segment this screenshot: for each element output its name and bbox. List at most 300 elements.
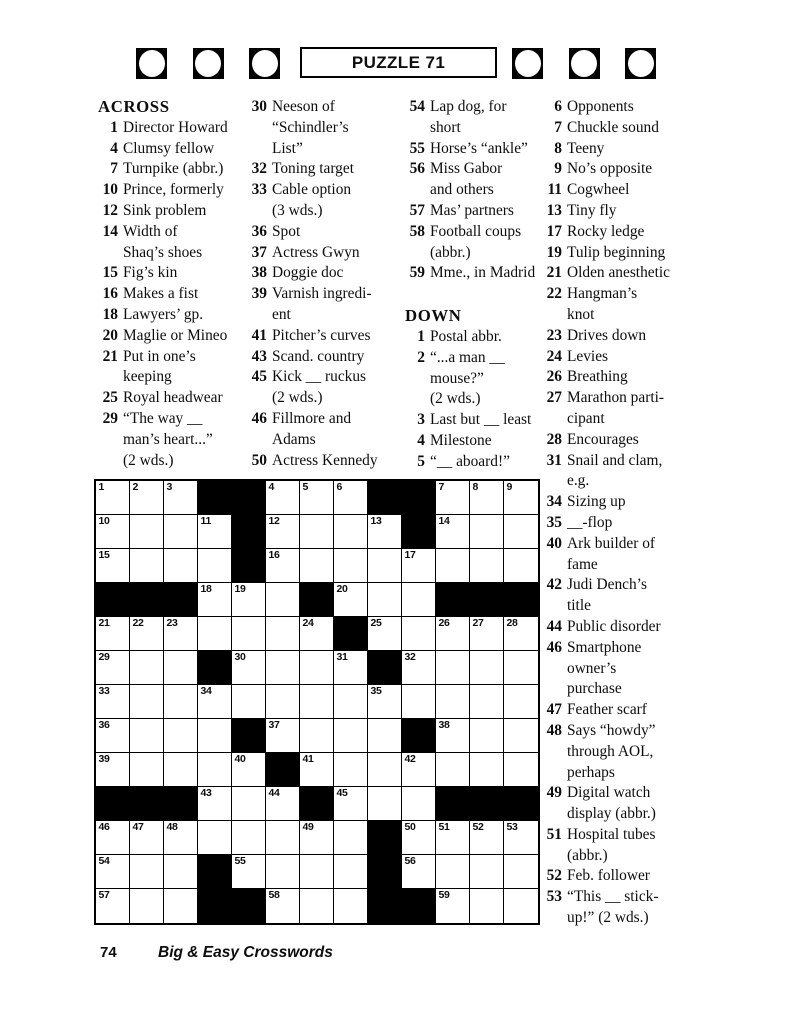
clue [540, 367, 715, 388]
clue-number: 31 [546, 451, 562, 469]
circle-icon [571, 50, 597, 77]
clue [403, 139, 553, 160]
grid-cell [266, 821, 300, 855]
clue-text: Maglie or Mineo [123, 326, 228, 344]
grid-cell-black [504, 583, 538, 617]
grid-cell [130, 685, 164, 719]
grid-cell [198, 821, 232, 855]
grid-cell [266, 481, 300, 515]
grid-cell [198, 753, 232, 787]
clue [96, 284, 246, 305]
grid-cell [402, 821, 436, 855]
clue-text: Actress Gwyn [272, 243, 360, 261]
grid-cell [334, 719, 368, 753]
book-title: Big & Easy Crosswords [158, 944, 333, 961]
clue-number: 30 [251, 98, 267, 115]
clue-text: Sink problem [123, 201, 207, 219]
grid-cell [504, 753, 538, 787]
clue [540, 243, 715, 264]
grid-cell-black [470, 787, 504, 821]
clue [540, 139, 715, 160]
clue-number: 13 [546, 201, 562, 219]
grid-cell-black [164, 583, 198, 617]
grid-cell [368, 583, 402, 617]
cell-number: 41 [302, 753, 314, 765]
clue [540, 721, 715, 783]
cell-number: 40 [234, 753, 246, 765]
clue [540, 575, 715, 617]
grid-cell [96, 753, 130, 787]
clue-number: 52 [546, 867, 562, 885]
cell-number: 46 [98, 821, 110, 833]
clue-text: Scand. country [272, 347, 365, 365]
grid-cell [130, 855, 164, 889]
cell-number: 27 [472, 617, 484, 629]
grid-cell [96, 651, 130, 685]
grid-cell-black [436, 787, 470, 821]
cell-number: 29 [98, 651, 110, 663]
grid-cell [470, 481, 504, 515]
cell-number: 44 [268, 787, 280, 799]
clue-number: 46 [546, 638, 562, 656]
grid-cell [334, 753, 368, 787]
clue [96, 305, 246, 326]
grid-cell-black [368, 821, 402, 855]
clue-text: Hangman’s knot [567, 285, 638, 323]
clue-text: Cogwheel [567, 181, 630, 199]
clues-column-2 [245, 97, 393, 471]
grid-cell [130, 753, 164, 787]
clue-number: 57 [409, 201, 425, 219]
clue-number: 38 [251, 264, 267, 282]
clue-number: 47 [546, 701, 562, 719]
cell-number: 37 [268, 719, 280, 731]
grid-cell [232, 787, 266, 821]
clue [245, 180, 393, 222]
circle-in-square-icon [569, 48, 600, 79]
grid-cell [266, 855, 300, 889]
grid-cell [470, 549, 504, 583]
grid-cell [334, 787, 368, 821]
grid-cell-black [368, 889, 402, 923]
clue [540, 180, 715, 201]
clue [540, 347, 715, 368]
grid-cell-black [402, 719, 436, 753]
clue [403, 97, 553, 139]
circle-in-square-icon [249, 48, 280, 79]
clue-number: 59 [409, 264, 425, 282]
clue-number: 4 [417, 431, 425, 449]
grid-cell-black [300, 583, 334, 617]
grid-cell [436, 515, 470, 549]
clue [540, 700, 715, 721]
circle-in-square-icon [625, 48, 656, 79]
grid-cell-black [198, 855, 232, 889]
grid-cell [436, 617, 470, 651]
circle-icon [252, 50, 278, 77]
cell-number: 5 [302, 481, 309, 493]
clues-column-4 [540, 97, 715, 929]
cell-number: 30 [234, 651, 246, 663]
grid-cell [198, 787, 232, 821]
grid-cell [436, 889, 470, 923]
clue [96, 409, 246, 471]
clue-text: Width of Shaq’s shoes [123, 222, 203, 261]
clue [245, 284, 393, 326]
grid-cell-black [266, 753, 300, 787]
clue-text: Feb. follower [567, 867, 650, 885]
clue-number: 33 [251, 181, 267, 199]
grid-cell-black [130, 583, 164, 617]
clue-text: Hospital tubes (abbr.) [567, 825, 656, 864]
cell-number: 42 [404, 753, 416, 765]
clue [403, 410, 553, 431]
clue [403, 222, 553, 264]
clue-number: 41 [251, 326, 267, 344]
grid-cell [130, 651, 164, 685]
cell-number: 14 [438, 515, 450, 527]
grid-cell [266, 515, 300, 549]
clue-text: Last but __ least [430, 411, 532, 429]
grid-cell [334, 481, 368, 515]
clue [403, 431, 553, 452]
grid-cell [198, 549, 232, 583]
cell-number: 57 [98, 889, 110, 901]
clue [540, 326, 715, 347]
cell-number: 17 [404, 549, 416, 561]
clue-number: 46 [251, 409, 267, 427]
cell-number: 36 [98, 719, 110, 731]
cell-number: 22 [132, 617, 144, 629]
clue [540, 866, 715, 887]
grid-cell [266, 617, 300, 651]
clue [540, 430, 715, 451]
clues-column-1 [96, 97, 246, 471]
clue-text: Horse’s “ankle” [430, 139, 528, 157]
grid-cell-black [164, 787, 198, 821]
clue-text: Put in one’s keeping [123, 347, 196, 386]
grid-cell-black [232, 515, 266, 549]
grid-cell [130, 617, 164, 651]
grid-cell-black [368, 481, 402, 515]
clue [96, 118, 246, 139]
clue-number: 6 [554, 98, 562, 115]
grid-cell [402, 617, 436, 651]
clue-text: Neeson of “Schindler’s List” [272, 98, 349, 157]
grid-cell [232, 821, 266, 855]
grid-cell [402, 685, 436, 719]
grid-cell-black [232, 481, 266, 515]
grid-cell [96, 685, 130, 719]
clue-number: 22 [546, 285, 562, 303]
grid-cell [470, 651, 504, 685]
clue-text: Feather scarf [567, 701, 647, 719]
clue [540, 513, 715, 534]
grid-cell [334, 515, 368, 549]
cell-number: 28 [506, 617, 518, 629]
clue-text: Makes a fist [123, 285, 199, 303]
cell-number: 56 [404, 855, 416, 867]
cell-number: 48 [166, 821, 178, 833]
clue-number: 10 [102, 181, 118, 199]
grid-cell [164, 515, 198, 549]
clue [245, 367, 393, 409]
clue-text: Smartphone owner’s purchase [567, 638, 642, 698]
section-gap [403, 284, 553, 306]
cell-number: 16 [268, 549, 280, 561]
puzzle-title-box [300, 47, 497, 78]
cell-number: 26 [438, 617, 450, 629]
grid-cell [402, 855, 436, 889]
clue [540, 617, 715, 638]
grid-cell [232, 855, 266, 889]
grid-cell [334, 855, 368, 889]
grid-cell [402, 549, 436, 583]
clue-number: 3 [417, 411, 425, 429]
clue [540, 638, 715, 700]
grid-cell [368, 515, 402, 549]
clue-number: 7 [554, 118, 562, 136]
clue-text: Fig’s kin [123, 264, 178, 282]
grid-cell [368, 685, 402, 719]
clue-text: Postal abbr. [430, 327, 502, 345]
clue-number: 24 [546, 347, 562, 365]
circle-icon [515, 50, 541, 77]
grid-cell [164, 821, 198, 855]
puzzle-title: PUZZLE 71 [351, 52, 446, 72]
cell-number: 4 [268, 481, 275, 493]
clue-number: 55 [409, 139, 425, 157]
clue-text: Breathing [567, 368, 628, 386]
clue-text: Director Howard [123, 118, 228, 136]
cell-number: 53 [506, 821, 518, 833]
clue-number: 28 [546, 430, 562, 448]
clue-number: 12 [102, 201, 118, 219]
clue-text: Judi Dench’s title [567, 576, 647, 615]
cell-number: 38 [438, 719, 450, 731]
grid-cell [300, 549, 334, 583]
clue-text: Royal headwear [123, 389, 223, 407]
clue-number: 35 [546, 513, 562, 531]
grid-cell [300, 481, 334, 515]
grid-cell [164, 549, 198, 583]
grid-cell [436, 685, 470, 719]
grid-cell [198, 719, 232, 753]
clue-number: 49 [546, 784, 562, 802]
grid-cell [470, 617, 504, 651]
clue-text: Tulip beginning [567, 243, 666, 261]
section-header-down: DOWN [405, 306, 462, 326]
grid-cell [436, 753, 470, 787]
clue-number: 53 [546, 888, 562, 906]
clue-number: 21 [546, 264, 562, 282]
clue-text: Levies [567, 347, 609, 365]
grid-cell [164, 889, 198, 923]
grid-cell-black [232, 549, 266, 583]
cell-number: 2 [132, 481, 139, 493]
clue [540, 263, 715, 284]
clue-text: Marathon parti- cipant [567, 389, 665, 427]
grid-cell-black [368, 855, 402, 889]
clue-number: 1 [417, 327, 425, 345]
grid-cell [266, 889, 300, 923]
grid-cell [368, 617, 402, 651]
clue [96, 263, 246, 284]
clue-number: 43 [251, 347, 267, 365]
clue [96, 180, 246, 201]
grid-cell [470, 515, 504, 549]
clue-number: 18 [102, 305, 118, 323]
clue [540, 534, 715, 576]
clue [403, 452, 553, 473]
grid-cell [334, 651, 368, 685]
clue-text: Opponents [567, 98, 634, 115]
clue-number: 34 [546, 493, 562, 511]
cell-number: 34 [200, 685, 212, 697]
grid-cell [402, 787, 436, 821]
cell-number: 45 [336, 787, 348, 799]
clue [245, 97, 393, 159]
grid-cell [266, 549, 300, 583]
grid-cell [232, 753, 266, 787]
cell-number: 51 [438, 821, 450, 833]
clue-number: 50 [251, 451, 267, 469]
clue-number: 9 [554, 160, 562, 178]
grid-cell [266, 651, 300, 685]
grid-cell-black [130, 787, 164, 821]
cell-number: 12 [268, 515, 280, 527]
clue-text: No’s opposite [567, 160, 653, 178]
grid-cell [164, 481, 198, 515]
clue-number: 14 [102, 222, 118, 240]
clue-number: 7 [110, 160, 118, 178]
clue [403, 201, 553, 222]
grid-cell-black [300, 787, 334, 821]
grid-cell [470, 855, 504, 889]
grid-cell [504, 617, 538, 651]
cell-number: 54 [98, 855, 110, 867]
clue-number: 45 [251, 368, 267, 386]
clue-text: “This __ stick- up!” (2 wds.) [567, 888, 659, 927]
cell-number: 58 [268, 889, 280, 901]
clue [540, 887, 715, 929]
clue [245, 222, 393, 243]
grid-cell-black [232, 889, 266, 923]
grid-cell [300, 719, 334, 753]
cell-number: 31 [336, 651, 348, 663]
clue-number: 25 [102, 389, 118, 407]
clue [96, 201, 246, 222]
cell-number: 10 [98, 515, 110, 527]
grid-cell-black [96, 583, 130, 617]
cell-number: 55 [234, 855, 246, 867]
cell-number: 25 [370, 617, 382, 629]
grid-cell [130, 889, 164, 923]
grid-cell [334, 549, 368, 583]
cell-number: 15 [98, 549, 110, 561]
grid-cell [368, 787, 402, 821]
grid-cell [232, 617, 266, 651]
clue-number: 23 [546, 326, 562, 344]
clue-text: Drives down [567, 326, 647, 344]
clue [96, 326, 246, 347]
grid-cell [232, 583, 266, 617]
grid-cell-black [334, 617, 368, 651]
clue-text: Tiny fly [567, 201, 617, 219]
clue [96, 139, 246, 160]
section-header-across: ACROSS [98, 97, 170, 116]
clue-number: 5 [417, 452, 425, 470]
circle-icon [195, 50, 221, 77]
grid-cell [300, 651, 334, 685]
clue-number: 17 [546, 222, 562, 240]
grid-cell [470, 685, 504, 719]
clue-number: 37 [251, 243, 267, 261]
clue [245, 159, 393, 180]
grid-cell-black [504, 787, 538, 821]
grid-cell-black [198, 889, 232, 923]
clue [245, 326, 393, 347]
clue-text: Teeny [567, 139, 605, 157]
clue-number: 58 [409, 222, 425, 240]
grid-cell [96, 617, 130, 651]
grid-cell-black [402, 515, 436, 549]
page-number: 74 [100, 944, 117, 961]
grid-cell [198, 617, 232, 651]
circle-icon [628, 50, 654, 77]
cell-number: 43 [200, 787, 212, 799]
clue-text: Clumsy fellow [123, 139, 215, 157]
grid-cell [436, 549, 470, 583]
grid-cell-black [368, 651, 402, 685]
clue-text: Milestone [430, 431, 492, 449]
clue [403, 263, 553, 284]
grid-cell [232, 685, 266, 719]
grid-cell [96, 719, 130, 753]
grid-cell [470, 889, 504, 923]
grid-cell [504, 821, 538, 855]
grid-cell [96, 855, 130, 889]
grid-cell [130, 481, 164, 515]
grid-cell-black [402, 481, 436, 515]
grid-cell [334, 821, 368, 855]
clue-number: 2 [417, 348, 425, 366]
clue-text: Turnpike (abbr.) [123, 160, 224, 178]
cell-number: 7 [438, 481, 445, 493]
clue-text: Doggie doc [272, 264, 344, 282]
grid-cell [96, 549, 130, 583]
clue [540, 118, 715, 139]
grid-cell [504, 855, 538, 889]
grid-cell [164, 617, 198, 651]
clue-text: Pitcher’s curves [272, 326, 371, 344]
cell-number: 13 [370, 515, 382, 527]
grid-cell-black [198, 651, 232, 685]
grid-cell [266, 583, 300, 617]
grid-cell [96, 481, 130, 515]
grid-cell [300, 685, 334, 719]
grid-cell [300, 617, 334, 651]
clue-text: Actress Kennedy [272, 451, 378, 469]
clue-number: 42 [546, 576, 562, 594]
grid-cell-black [232, 719, 266, 753]
grid-cell [436, 651, 470, 685]
circle-icon [139, 50, 165, 77]
grid-cell [96, 821, 130, 855]
grid-cell [164, 719, 198, 753]
cell-number: 50 [404, 821, 416, 833]
clue-number: 15 [102, 264, 118, 282]
